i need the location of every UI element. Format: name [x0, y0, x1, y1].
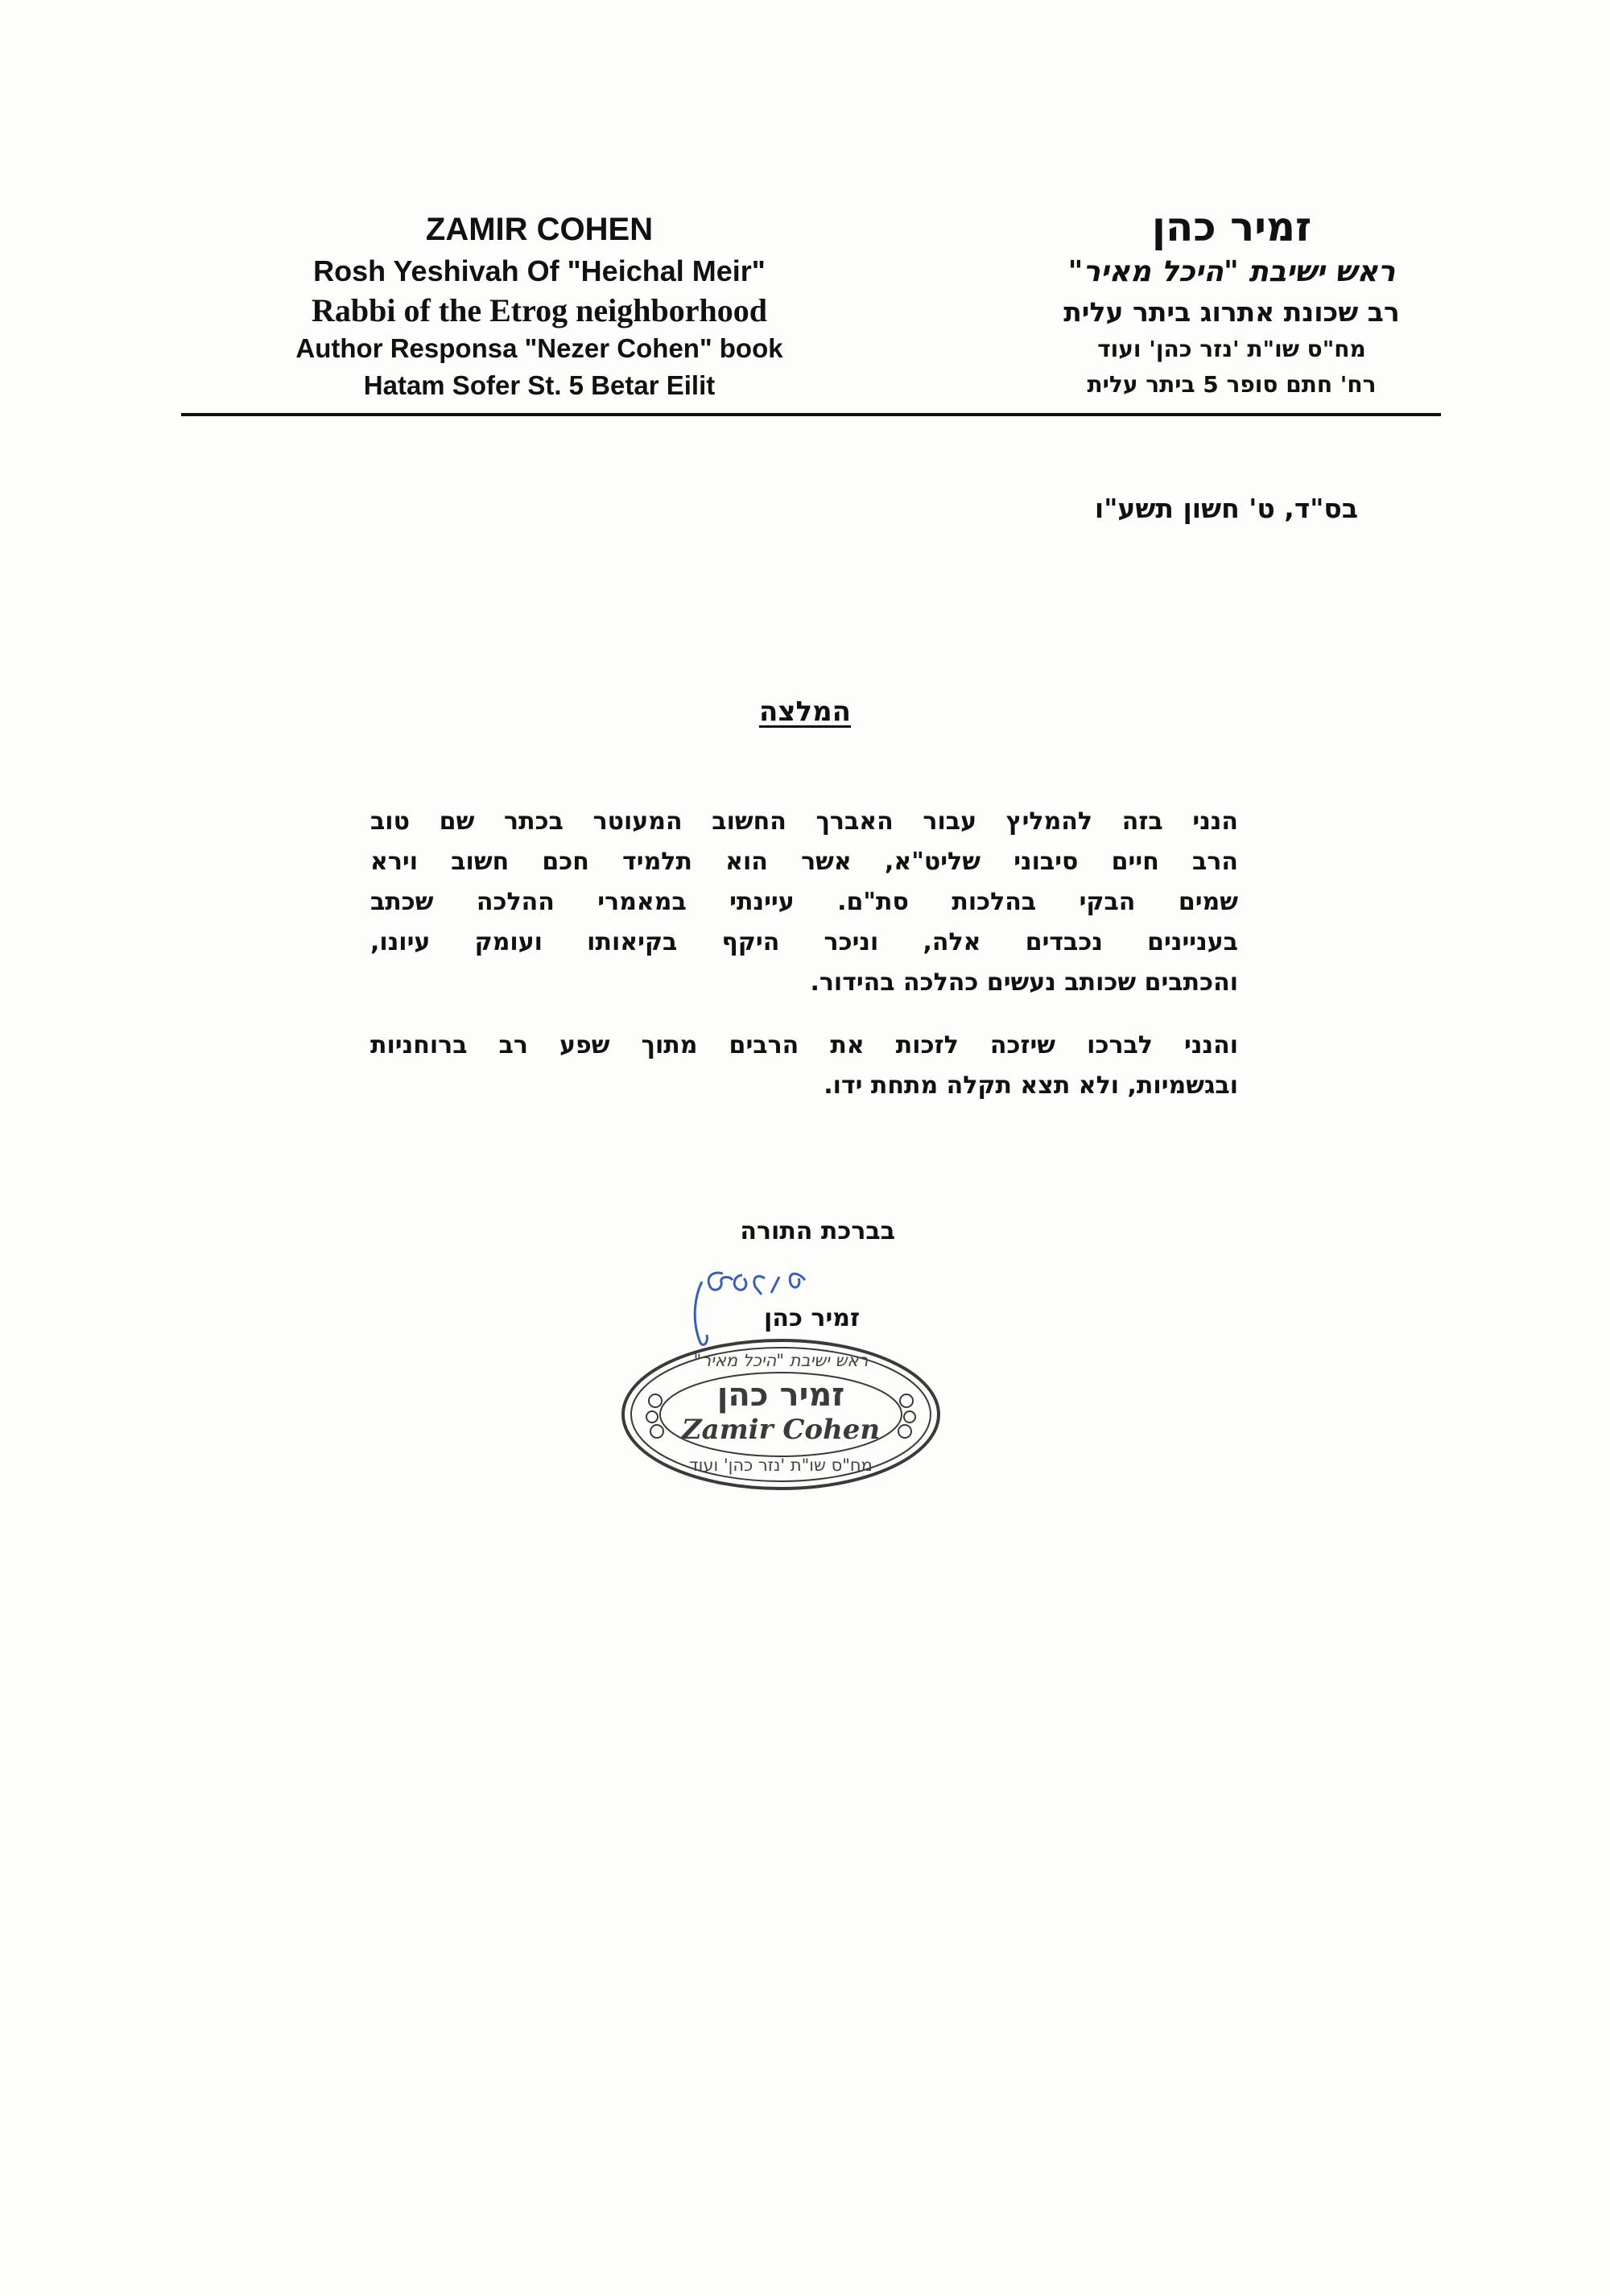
paragraph-line — [370, 842, 1238, 882]
letterhead-he-author: מח"ס שו"ת 'נזר כהן' ועוד — [1097, 336, 1366, 362]
stamp-bottom-text: מח"ס שו"ת 'נזר כהן' ועוד — [689, 1456, 873, 1475]
paragraph-line: בעניינים נכבדים אלה, וניכר היקף בקיאותו ועומק עיונו, — [370, 928, 1238, 956]
letterhead-en-author: Author Responsa "Nezer Cohen" book — [295, 333, 783, 363]
letterhead-hebrew — [1002, 203, 1461, 403]
letter-date: בס"ד, ט' חשון תשע"ו — [1094, 493, 1358, 524]
stamp-english-name: Zamir Cohen — [681, 1414, 881, 1446]
body-paragraph-2 — [370, 1026, 1238, 1106]
paragraph-line: והכתבים שכותב נעשים כהלכה בהידור. — [810, 968, 1238, 997]
paragraph-line: הנני בזה להמליץ עבור האברך החשוב המעוטר בכתר שם טוב — [370, 807, 1238, 836]
letterhead-en-rabbi: Rabbi of the Etrog neighborhood — [311, 292, 767, 328]
letter-closing: בברכת התורה — [740, 1217, 895, 1245]
paragraph-line: והנני לברכו שיזכה לזכות את הרבים מתוך שפע רב ברוחניות — [370, 1031, 1238, 1059]
signatory-name: זמיר כהן — [764, 1304, 860, 1332]
letterhead-he-address: רח' חתם סופר 5 ביתר עלית — [1087, 371, 1377, 398]
letterhead-en-rosh-yeshivah: Rosh Yeshivah Of "Heichal Meir" — [313, 254, 766, 287]
line-prefix: הרב — [1192, 848, 1238, 876]
letterhead-he-rosh-yeshivah: ראש ישיבת "היכל מאיר" — [1067, 255, 1396, 288]
letterhead-en-name: ZAMIR COHEN — [425, 212, 654, 247]
letterhead-divider — [181, 413, 1441, 416]
recommended-person-name: חיים סיבוני — [1013, 848, 1159, 876]
letterhead-he-name: זמיר כהן — [1151, 204, 1312, 250]
line-suffix: שליט"א, אשר הוא תלמיד חכם חשוב וירא — [370, 848, 980, 876]
body-paragraph-1 — [370, 802, 1238, 1003]
letterhead-he-rabbi: רב שכונת אתרוג ביתר עלית — [1063, 296, 1400, 328]
paragraph-line: שמים הבקי בהלכות סת"ם. עיינתי במאמרי ההלכה שכתב — [370, 888, 1238, 916]
letterhead-en-address: Hatam Sofer St. 5 Betar Eilit — [363, 370, 716, 400]
letterhead-english — [242, 208, 837, 404]
paragraph-line: ובגשמיות, ולא תצא תקלה מתחת ידו. — [824, 1072, 1238, 1100]
rubber-stamp — [620, 1336, 942, 1493]
stamp-hebrew-name: זמיר כהן — [716, 1377, 845, 1414]
stamp-top-text: ראש ישיבת "היכל מאיר" — [693, 1351, 869, 1370]
letter-subject: המלצה — [758, 696, 852, 728]
